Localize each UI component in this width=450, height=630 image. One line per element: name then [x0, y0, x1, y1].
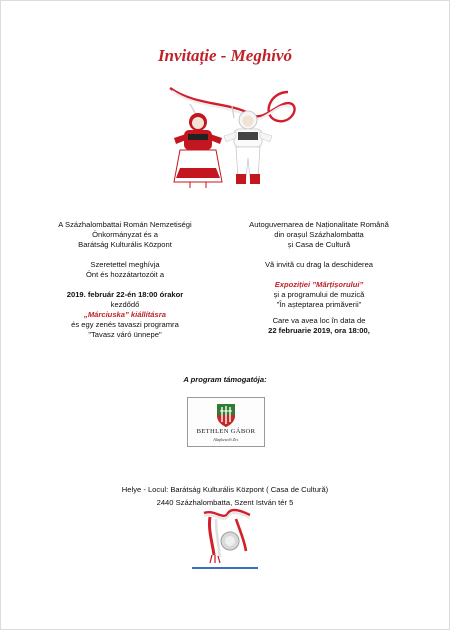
ro-invite: Vă invită cu drag la deschiderea — [264, 260, 374, 269]
romanian-text-column — [224, 220, 414, 336]
hu-starting: kezdődő — [110, 300, 140, 309]
hungarian-text-column — [30, 220, 220, 340]
ro-org-line-2: din orașul Százhalombatta — [274, 230, 364, 239]
hu-org-line-3: Barátság Kulturális Központ — [78, 240, 172, 249]
sponsor-logo — [187, 397, 265, 447]
logo-name: BETHLEN GÁBOR — [196, 428, 256, 435]
venue-block — [0, 483, 450, 509]
bottom-divider — [192, 567, 258, 569]
ro-program-name: ”În așteptarea primăverii” — [276, 300, 362, 309]
martisor-charm-icon — [200, 507, 254, 565]
bethlen-gabor-emblem-icon — [214, 402, 238, 428]
hu-exhibition: „Márciuska” kiállításra — [84, 310, 166, 319]
hu-program: és egy zenés tavaszi programra — [71, 320, 179, 329]
hu-org-line-2: Önkormányzat és a — [92, 230, 158, 239]
hu-date: 2019. február 22-én 18:00 órakor — [66, 290, 184, 299]
venue-line-2: 2440 Százhalombatta, Szent István tér 5 — [156, 498, 294, 507]
martisor-dolls-icon — [150, 78, 305, 193]
ro-exhibition: Expoziției ”Mărțișorului” — [274, 280, 364, 289]
ro-date: 22 februarie 2019, ora 18:00, — [268, 326, 370, 335]
logo-subtitle: Alapkezelő Zrt. — [213, 437, 239, 442]
page-title: Invitație - Meghívó — [157, 46, 293, 65]
hu-program-name: "Tavasz váró ünnepe" — [88, 330, 162, 339]
hu-org-line-1: A Százhalombattai Román Nemzetiségi — [58, 220, 192, 229]
hu-invite-line-2: Önt és hozzátartozóit a — [85, 270, 165, 279]
ro-wait: Care va avea loc în data de — [272, 316, 366, 325]
ro-org-line-3: și Casa de Cultură — [287, 240, 351, 249]
sponsor-label: A program támogatója: — [183, 375, 267, 384]
ro-program: și a programului de muzică — [273, 290, 365, 299]
hu-invite-line-1: Szeretettel meghívja — [90, 260, 160, 269]
ro-org-line-1: Autoguvernarea de Naționalitate Română — [249, 220, 389, 229]
venue-line-1: Helye - Locul: Barátság Kulturális Központ ( Casa de Cultură) — [121, 485, 329, 494]
